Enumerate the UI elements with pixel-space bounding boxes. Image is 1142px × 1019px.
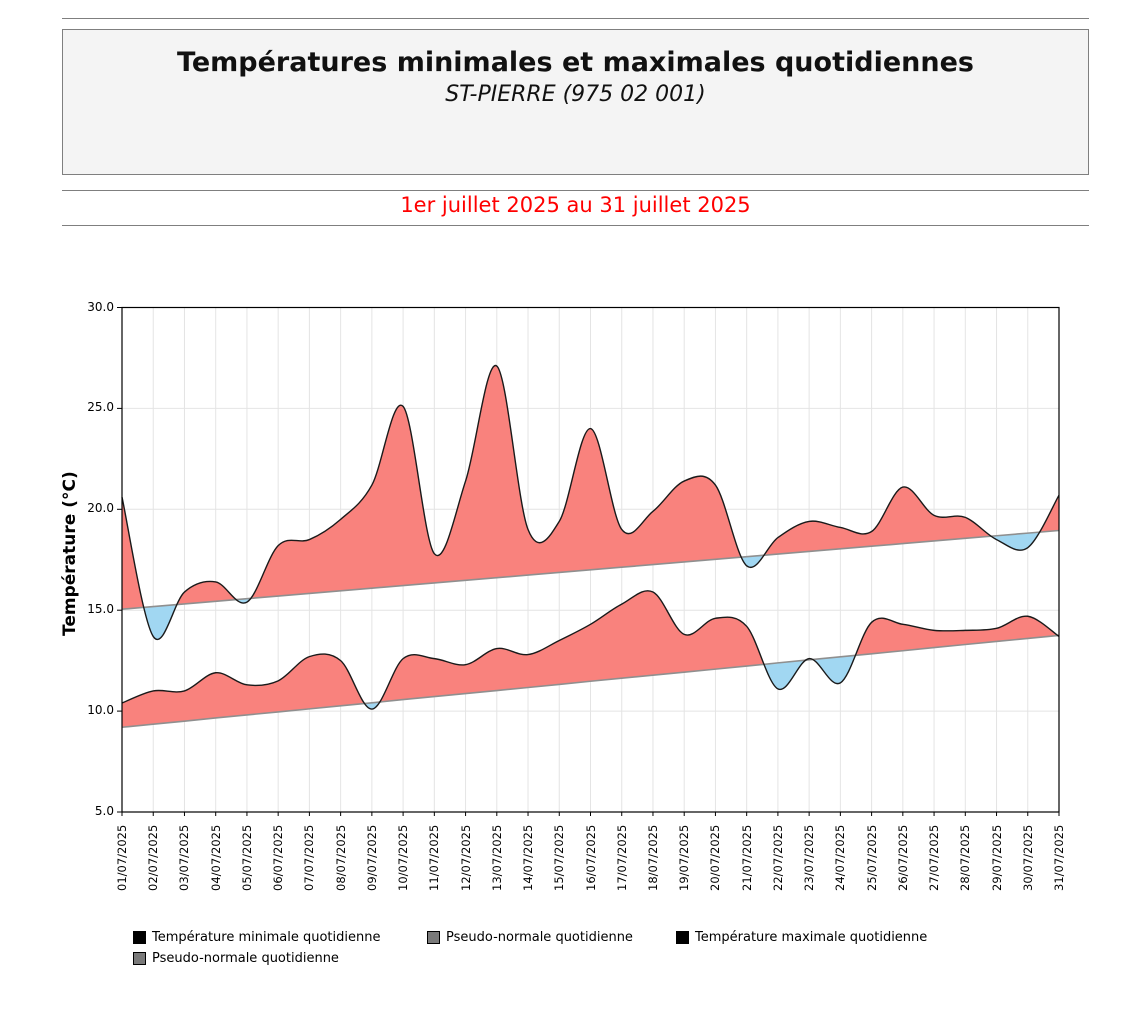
x-tick-label: 10/07/2025 — [396, 824, 411, 891]
x-tick-label: 12/07/2025 — [458, 824, 473, 891]
x-tick-label: 08/07/2025 — [333, 824, 348, 891]
x-tick-label: 06/07/2025 — [271, 824, 286, 891]
x-tick-label: 23/07/2025 — [802, 824, 817, 891]
x-tick-label: 24/07/2025 — [833, 824, 848, 891]
y-tick-label: 25.0 — [87, 400, 114, 415]
x-tick-label: 26/07/2025 — [895, 824, 910, 891]
legend-label: Pseudo-normale quotidienne — [152, 951, 339, 966]
x-tick-label: 25/07/2025 — [864, 824, 879, 891]
x-tick-label: 30/07/2025 — [1020, 824, 1035, 891]
y-axis-title: Température (°C) — [60, 471, 80, 636]
page-title: Températures minimales et maximales quotidiennes — [177, 47, 974, 78]
y-tick-label: 5.0 — [94, 804, 114, 818]
y-tick-label: 10.0 — [87, 703, 114, 718]
x-tick-label: 31/07/2025 — [1052, 824, 1066, 891]
x-tick-label: 18/07/2025 — [645, 824, 660, 891]
x-tick-label: 16/07/2025 — [583, 824, 598, 891]
x-tick-label: 11/07/2025 — [427, 824, 442, 891]
x-tick-label: 21/07/2025 — [739, 824, 754, 891]
y-tick-label: 15.0 — [87, 602, 114, 617]
x-tick-label: 07/07/2025 — [302, 824, 317, 891]
legend-label: Pseudo-normale quotidienne — [446, 930, 633, 945]
legend-swatch — [133, 952, 146, 965]
page-subtitle: ST-PIERRE (975 02 001) — [445, 81, 706, 107]
x-tick-label: 05/07/2025 — [239, 824, 254, 891]
x-tick-label: 03/07/2025 — [177, 824, 192, 891]
x-tick-label: 04/07/2025 — [208, 824, 223, 891]
x-tick-label: 13/07/2025 — [489, 824, 504, 891]
y-tick-label: 20.0 — [87, 501, 114, 516]
x-tick-label: 09/07/2025 — [364, 824, 379, 891]
x-tick-label: 22/07/2025 — [770, 824, 785, 891]
x-tick-label: 15/07/2025 — [552, 824, 567, 891]
legend-item — [133, 951, 339, 966]
legend-item — [133, 930, 380, 945]
x-tick-label: 29/07/2025 — [989, 824, 1004, 891]
x-tick-label: 27/07/2025 — [927, 824, 942, 891]
period-label: 1er juillet 2025 au 31 juillet 2025 — [400, 193, 751, 217]
legend-swatch — [427, 931, 440, 944]
legend-item — [676, 930, 927, 945]
legend-swatch — [133, 931, 146, 944]
x-tick-label: 19/07/2025 — [677, 824, 692, 891]
x-tick-label: 14/07/2025 — [521, 824, 536, 891]
y-tick-label: 30.0 — [87, 299, 114, 314]
legend-label: Température maximale quotidienne — [695, 930, 928, 945]
x-tick-label: 02/07/2025 — [146, 824, 161, 891]
legend-swatch — [676, 931, 689, 944]
x-tick-label: 17/07/2025 — [614, 824, 629, 891]
x-tick-label: 01/07/2025 — [115, 824, 129, 891]
legend-item — [427, 930, 633, 945]
x-tick-label: 20/07/2025 — [708, 824, 723, 891]
x-tick-label: 28/07/2025 — [958, 824, 973, 891]
legend-label: Température minimale quotidienne — [152, 930, 381, 945]
